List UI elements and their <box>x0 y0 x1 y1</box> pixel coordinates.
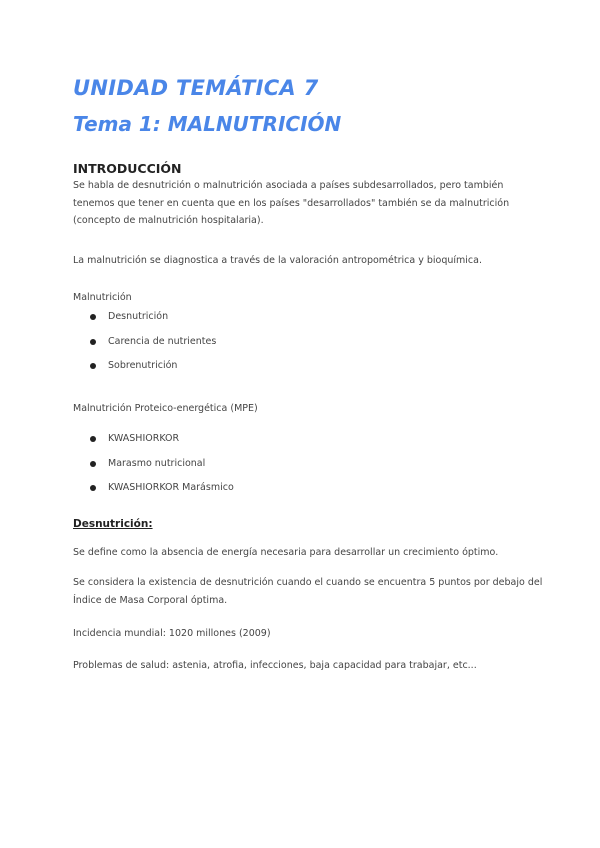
list-item-label: KWASHIORKOR Marásmico <box>108 482 234 493</box>
list-item-label: Desnutrición <box>108 311 169 322</box>
bullet-icon <box>90 363 96 369</box>
intro-heading: INTRODUCCIÓN <box>73 161 182 176</box>
bullet-icon <box>90 461 96 467</box>
bullet-icon <box>90 314 96 320</box>
list-item-label: KWASHIORKOR <box>108 433 180 444</box>
malnutrition-label: Malnutrición <box>73 292 132 303</box>
diagnosis-paragraph: La malnutrición se diagnostica a través de la valoración antropométrica y bioquímica. <box>73 255 482 266</box>
list-item <box>90 458 234 483</box>
bullet-icon <box>90 485 96 491</box>
desnutricion-definition: Se define como la absencia de energía necesaria para desarrollar un crecimiento óptimo. <box>73 547 499 558</box>
desnutricion-criteria: Se considera la existencia de desnutrición cuando el cuando se encuentra 5 puntos por debajo del Índice de Masa Corporal óptima. <box>73 577 543 606</box>
list-item-label: Carencia de nutrientes <box>108 335 217 347</box>
bullet-icon <box>90 339 96 345</box>
unit-title: UNIDAD TEMÁTICA 7 <box>73 76 319 100</box>
mpe-list <box>90 433 234 507</box>
list-item <box>90 360 216 385</box>
health-problems-line: Problemas de salud: astenia, atrofia, infecciones, baja capacidad para trabajar, etc... <box>73 660 477 671</box>
malnutrition-list <box>90 311 216 385</box>
list-item <box>90 311 216 336</box>
incidence-line: Incidencia mundial: 1020 millones (2009) <box>73 628 271 639</box>
list-item <box>90 482 234 507</box>
list-item <box>90 336 216 361</box>
list-item-label: Sobrenutrición <box>108 360 178 371</box>
mpe-label: Malnutrición Proteico-energética (MPE) <box>73 403 258 414</box>
topic-title: Tema 1: MALNUTRICIÓN <box>73 112 342 136</box>
bullet-icon <box>90 436 96 442</box>
list-item-label: Marasmo nutricional <box>108 457 206 469</box>
intro-paragraph: Se habla de desnutrición o malnutrición asociada a países subdesarrollados, pero también tenemos que tener en cuenta que en los países "desarrollados" también se da malnutrición (concepto de malnutrición hospitalaria). <box>73 180 510 226</box>
list-item <box>90 433 234 458</box>
desnutricion-heading: Desnutrición: <box>73 518 153 530</box>
